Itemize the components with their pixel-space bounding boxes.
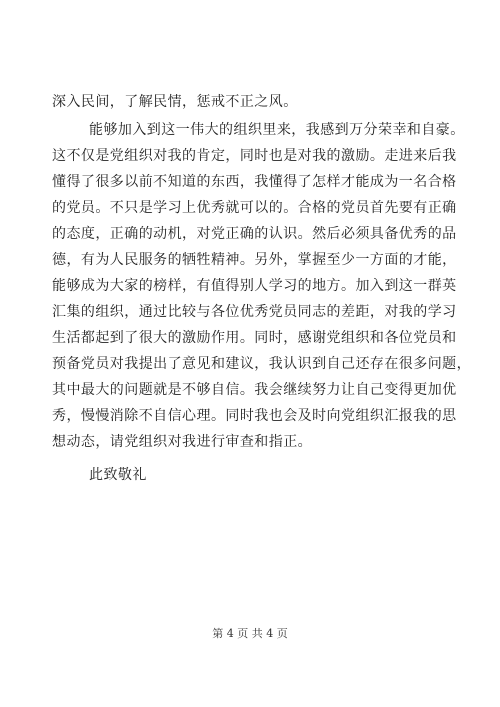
text-line-4: 懂得了很多以前不知道的东西，我懂得了怎样才能成为一名合格	[52, 174, 457, 190]
text-line-10: 生活都起到了很大的激励作用。同时，感谢党组织和各位党员和	[52, 330, 457, 346]
text-line-13: 秀，慢慢消除不自信心理。同时我也会及时向党组织汇报我的思	[52, 408, 457, 424]
page-footer: 第 4 页 共 4 页	[212, 627, 288, 640]
text-line-1: 深入民间，了解民情，惩戒不正之风。	[52, 94, 298, 110]
text-line-11: 预备党员对我提出了意见和建议，我认识到自己还存在很多问题，	[52, 356, 472, 372]
text-line-9: 汇集的组织，通过比较与各位优秀党员同志的差距，对我的学习	[52, 304, 457, 320]
closing-salutation: 此致敬礼	[89, 467, 147, 483]
text-line-7: 德，有为人民服务的牺牲精神。另外，掌握至少一方面的才能，	[52, 252, 457, 268]
text-line-12: 其中最大的问题就是不够自信。我会继续努力让自己变得更加优	[52, 382, 457, 398]
text-line-3: 这不仅是党组织对我的肯定，同时也是对我的激励。走进来后我	[52, 148, 457, 164]
paragraph-first-line: 能够加入到这一伟大的组织里来，我感到万分荣幸和自豪。	[89, 122, 465, 138]
text-line-14: 想动态，请党组织对我进行审查和指正。	[52, 434, 313, 450]
text-line-8: 能够成为大家的榜样，有值得别人学习的地方。加入到这一群英	[52, 278, 457, 294]
text-line-5: 的党员。不只是学习上优秀就可以的。合格的党员首先要有正确	[52, 200, 457, 216]
text-line-6: 的态度，正确的动机，对党正确的认识。然后必须具备优秀的品	[52, 226, 457, 242]
